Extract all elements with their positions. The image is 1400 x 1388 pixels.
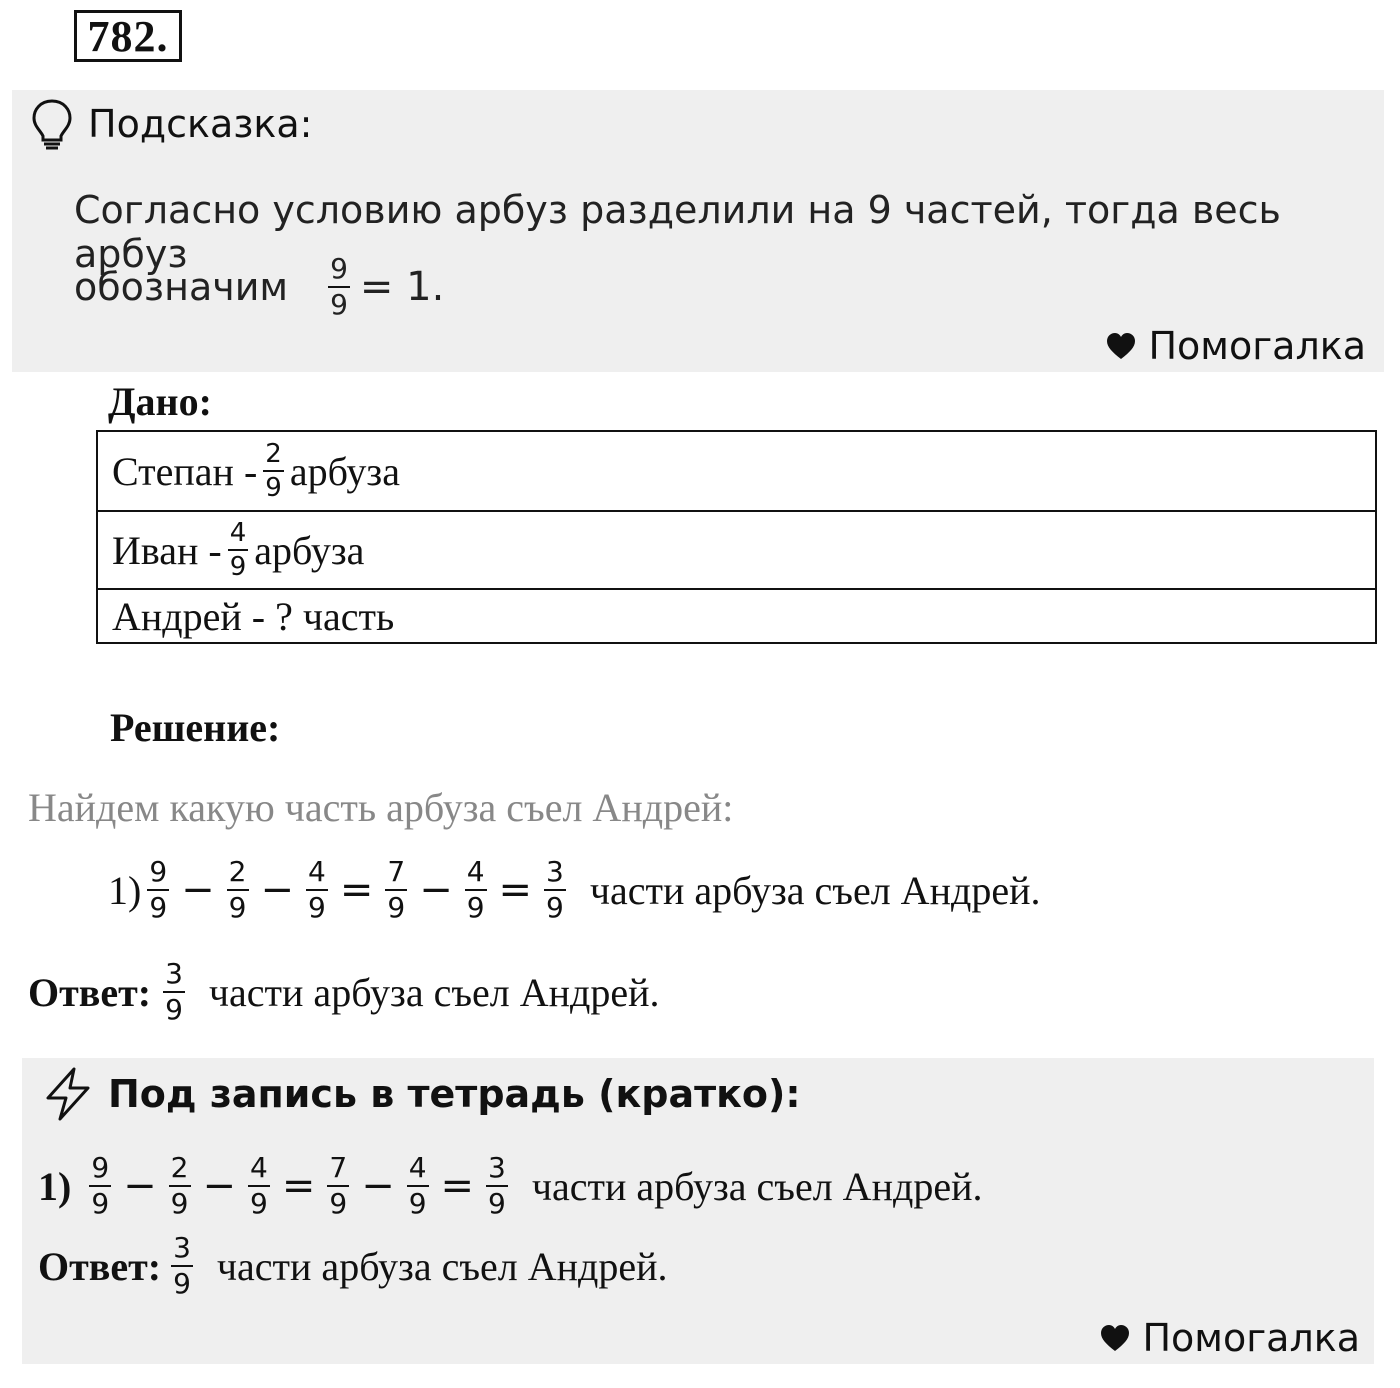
heart-icon [1106,332,1136,360]
fraction [306,855,328,924]
fraction-denominator: 9 [170,1187,189,1220]
lightning-icon [40,1066,96,1122]
hint-fraction-denominator: 9 [330,288,348,321]
result-text: части арбуза съел Андрей. [531,1163,983,1209]
solution-equation [108,855,1041,924]
answer-text: части арбуза съел Андрей. [216,1243,668,1289]
fraction-numerator: 4 [250,1151,268,1184]
fraction [227,855,249,924]
given-row-prefix: Степан - [112,448,258,494]
fraction-denominator: 9 [91,1187,110,1220]
given-row-text: Андрей - ? часть [112,593,395,639]
hint-brand-label: Помогалка [1148,324,1366,368]
minus-sign: − [181,867,215,913]
fraction-denominator: 9 [546,891,564,924]
given-table [96,430,1377,644]
fraction-numerator: 7 [387,855,406,888]
fraction-denominator: 9 [387,891,406,924]
answer-line [28,957,660,1026]
notebook-brand [1100,1316,1360,1360]
fraction-denominator: 9 [263,470,284,501]
fraction [385,855,407,924]
answer-label: Ответ: [28,969,152,1015]
fraction-numerator: 3 [173,1231,191,1264]
given-row-suffix: арбуза [289,448,400,494]
step-label: 1) [108,867,142,913]
equals-sign: = [440,1163,475,1209]
answer-fraction [171,1231,193,1300]
fraction-denominator: 9 [228,891,247,924]
minus-sign: − [202,1163,237,1209]
given-row-suffix: арбуза [254,527,365,573]
hint-title: Подсказка: [88,102,313,146]
given-row-stepan [98,432,1375,512]
fraction-denominator: 9 [165,993,183,1026]
given-fraction-stepan [263,441,284,501]
fraction-numerator: 7 [329,1151,348,1184]
equals-sign: = [281,1163,316,1209]
fraction-numerator: 3 [165,957,183,990]
minus-sign: − [361,1163,395,1209]
minus-sign: − [123,1163,157,1209]
fraction-denominator: 9 [228,549,249,580]
fraction-denominator: 9 [250,1187,268,1220]
fraction [465,855,487,924]
fraction-numerator: 4 [229,518,247,548]
step-label: 1) [38,1163,72,1209]
notebook-equation [38,1151,983,1220]
fraction-numerator: 3 [488,1151,506,1184]
hint-brand [1106,324,1366,368]
fraction-denominator: 9 [488,1187,506,1220]
solution-title: Решение: [110,705,281,750]
fraction-denominator: 9 [329,1187,348,1220]
fraction [147,855,169,924]
given-row-ivan [98,512,1375,590]
fraction-numerator: 2 [265,439,282,469]
hint-prefix: обозначим [74,265,289,309]
given-row-prefix: Иван - [112,527,222,573]
fraction-numerator: 4 [466,855,485,888]
fraction [486,1151,508,1220]
fraction-numerator: 2 [228,855,247,888]
answer-label: Ответ: [38,1243,162,1289]
answer-fraction [163,957,185,1026]
fraction-numerator: 4 [408,1151,427,1184]
fraction-numerator: 3 [546,855,564,888]
given-row-andrey [98,590,1375,642]
notebook-title: Под запись в тетрадь (кратко): [108,1072,801,1116]
minus-sign: − [260,867,295,913]
fraction [407,1151,429,1220]
fraction-numerator: 2 [170,1151,189,1184]
fraction [169,1151,191,1220]
equals-sign: = [498,867,533,913]
notebook-answer-line [38,1231,668,1300]
fraction-numerator: 4 [308,855,326,888]
solution-find-text: Найдем какую часть арбуза съел Андрей: [28,785,734,830]
given-fraction-ivan [228,520,249,580]
fraction-denominator: 9 [466,891,485,924]
hint-fraction-numerator: 9 [330,252,348,285]
hint-equals-one: = 1. [359,264,445,310]
minus-sign: − [419,867,453,913]
fraction [248,1151,270,1220]
notebook-brand-label: Помогалка [1142,1316,1360,1360]
fraction-numerator: 9 [149,855,168,888]
given-title: Дано: [108,379,212,424]
answer-text: части арбуза съел Андрей. [208,969,660,1015]
hint-text-line1: Согласно условию арбуз разделили на 9 частей, тогда весь арбуз [74,188,1281,276]
fraction [89,1151,111,1220]
fraction-denominator: 9 [408,1187,427,1220]
heart-icon [1100,1324,1130,1352]
problem-number: 782. [74,10,182,62]
hint-text-line2 [74,252,445,321]
hint-fraction [328,252,350,321]
result-text: части арбуза съел Андрей. [589,867,1041,913]
fraction [544,855,566,924]
equals-sign: = [339,867,374,913]
fraction-denominator: 9 [149,891,168,924]
lightbulb-icon [30,98,74,152]
fraction-numerator: 9 [91,1151,110,1184]
fraction [327,1151,349,1220]
fraction-denominator: 9 [173,1267,191,1300]
fraction-denominator: 9 [308,891,326,924]
